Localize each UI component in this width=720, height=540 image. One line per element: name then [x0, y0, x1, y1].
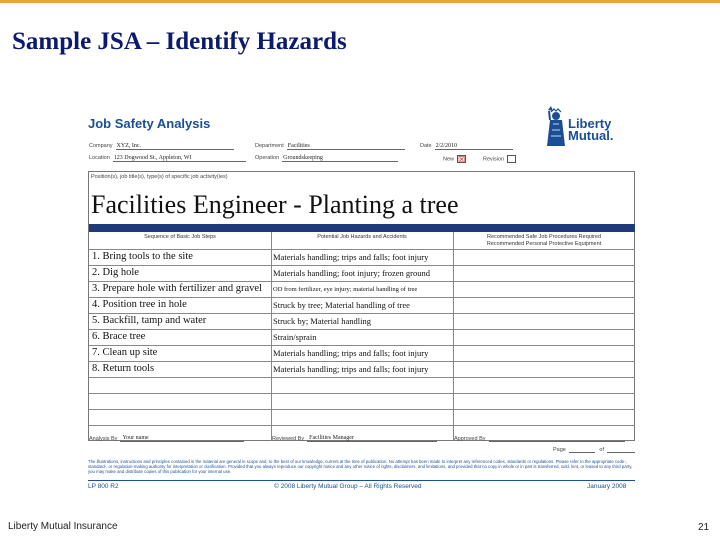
form-code: LP 800 R2 — [88, 483, 119, 490]
new-checkbox-field: New ☒ — [443, 155, 466, 164]
position-label: Position(s), job title(s), type(s) of specific job activity(ies) — [91, 174, 228, 180]
revision-checkbox-field: Revision — [483, 155, 516, 163]
position-value: Facilities Engineer - Planting a tree — [91, 190, 459, 219]
table-row-hazard: Struck by; Material handling — [273, 316, 371, 326]
top-accent-line — [0, 0, 720, 3]
table-row-step: 8. Return tools — [92, 363, 155, 374]
analysis-by-field: Analysis By Your name — [89, 435, 244, 442]
new-checkbox: ☒ — [458, 155, 466, 164]
table-row-hazard: OD from fertilizer, eye injury; material handling of tree — [273, 286, 418, 293]
steps-column-header: Sequence of Basic Job Steps — [144, 234, 216, 240]
table-row-hazard: Materials handling; foot injury; frozen ground — [273, 268, 430, 278]
approved-by-field: Approved By — [454, 435, 625, 442]
table-row-hazard: Materials handling; trips and falls; foot injury — [273, 348, 429, 358]
table-row-step: 3. Prepare hole with fertilizer and gravel — [92, 283, 262, 294]
header-bar — [89, 224, 635, 232]
operation-field: Operation Groundskeeping — [255, 155, 398, 162]
table-row-step: 5. Backfill, tamp and water — [92, 315, 207, 326]
row-divider — [89, 345, 635, 346]
logo-text: Liberty Mutual. — [568, 116, 614, 143]
row-divider — [89, 313, 635, 314]
row-divider — [89, 409, 635, 410]
table-row-step: 4. Position tree in hole — [92, 299, 187, 310]
row-divider — [89, 265, 635, 266]
page-field: Page of — [553, 446, 635, 453]
footer-company: Liberty Mutual Insurance — [8, 521, 118, 532]
row-divider — [89, 425, 635, 426]
table-row-hazard: Materials handling; trips and falls; foot injury — [273, 364, 429, 374]
row-divider — [89, 281, 635, 282]
row-divider — [89, 297, 635, 298]
footer-divider — [88, 480, 635, 481]
row-divider — [89, 377, 635, 378]
location-field: Location 123 Dogwood St., Appleton, WI — [89, 155, 246, 162]
row-divider — [89, 361, 635, 362]
reviewed-by-field: Reviewed By Facilities Manager — [272, 435, 437, 442]
row-divider — [89, 249, 635, 250]
copyright-text: © 2008 Liberty Mutual Group – All Rights Reserved — [274, 483, 422, 490]
form-date: January 2008 — [587, 483, 627, 490]
page-number: 21 — [698, 522, 710, 533]
liberty-mutual-logo — [542, 106, 638, 148]
table-row-hazard: Struck by tree; Material handling of tree — [273, 300, 410, 310]
hazards-column-header: Potential Job Hazards and Accidents — [317, 234, 407, 240]
company-field: Company XYZ, Inc. — [89, 143, 234, 150]
revision-checkbox — [507, 155, 516, 163]
row-divider — [89, 393, 635, 394]
jsa-table — [88, 171, 635, 441]
table-row-step: 6. Brace tree — [92, 331, 146, 342]
row-divider — [89, 329, 635, 330]
table-row-hazard: Materials handling; trips and falls; foot injury — [273, 252, 429, 262]
table-row-step: 2. Dig hole — [92, 267, 139, 278]
department-field: Department Facilities — [255, 143, 405, 150]
slide-title: Sample JSA – Identify Hazards — [12, 28, 347, 55]
form-title: Job Safety Analysis — [88, 116, 211, 131]
disclaimer-text: The illustrations, instructions and principles contained in the material are general in scope and, to the best of our knowledge, current at the time of publication. No attempt has been made to interpret any referenced codes, standards or regulations. Please refer to the appropriate code-, standard-, or regulation-making authority for interpretation or clarification. Provided that you always reproduce our copyright notice and any other notice of rights, disclaimers, and limitations, and provided that no copy in whole or in part is transferred, sold, lent, or leased to any third party, you may make and distribute copies of this publication for your internal use. — [88, 459, 633, 474]
table-row-step: 7. Clean up site — [92, 347, 158, 358]
jsa-form — [87, 104, 636, 496]
table-row-step: 1. Bring tools to the site — [92, 251, 193, 262]
procedures-column-header: Recommended Safe Job Procedures Required Recommended Personal Protective Equipment — [486, 234, 602, 247]
date-field: Date 2/2/2010 — [420, 143, 513, 150]
table-row-hazard: Strain/sprain — [273, 332, 317, 342]
